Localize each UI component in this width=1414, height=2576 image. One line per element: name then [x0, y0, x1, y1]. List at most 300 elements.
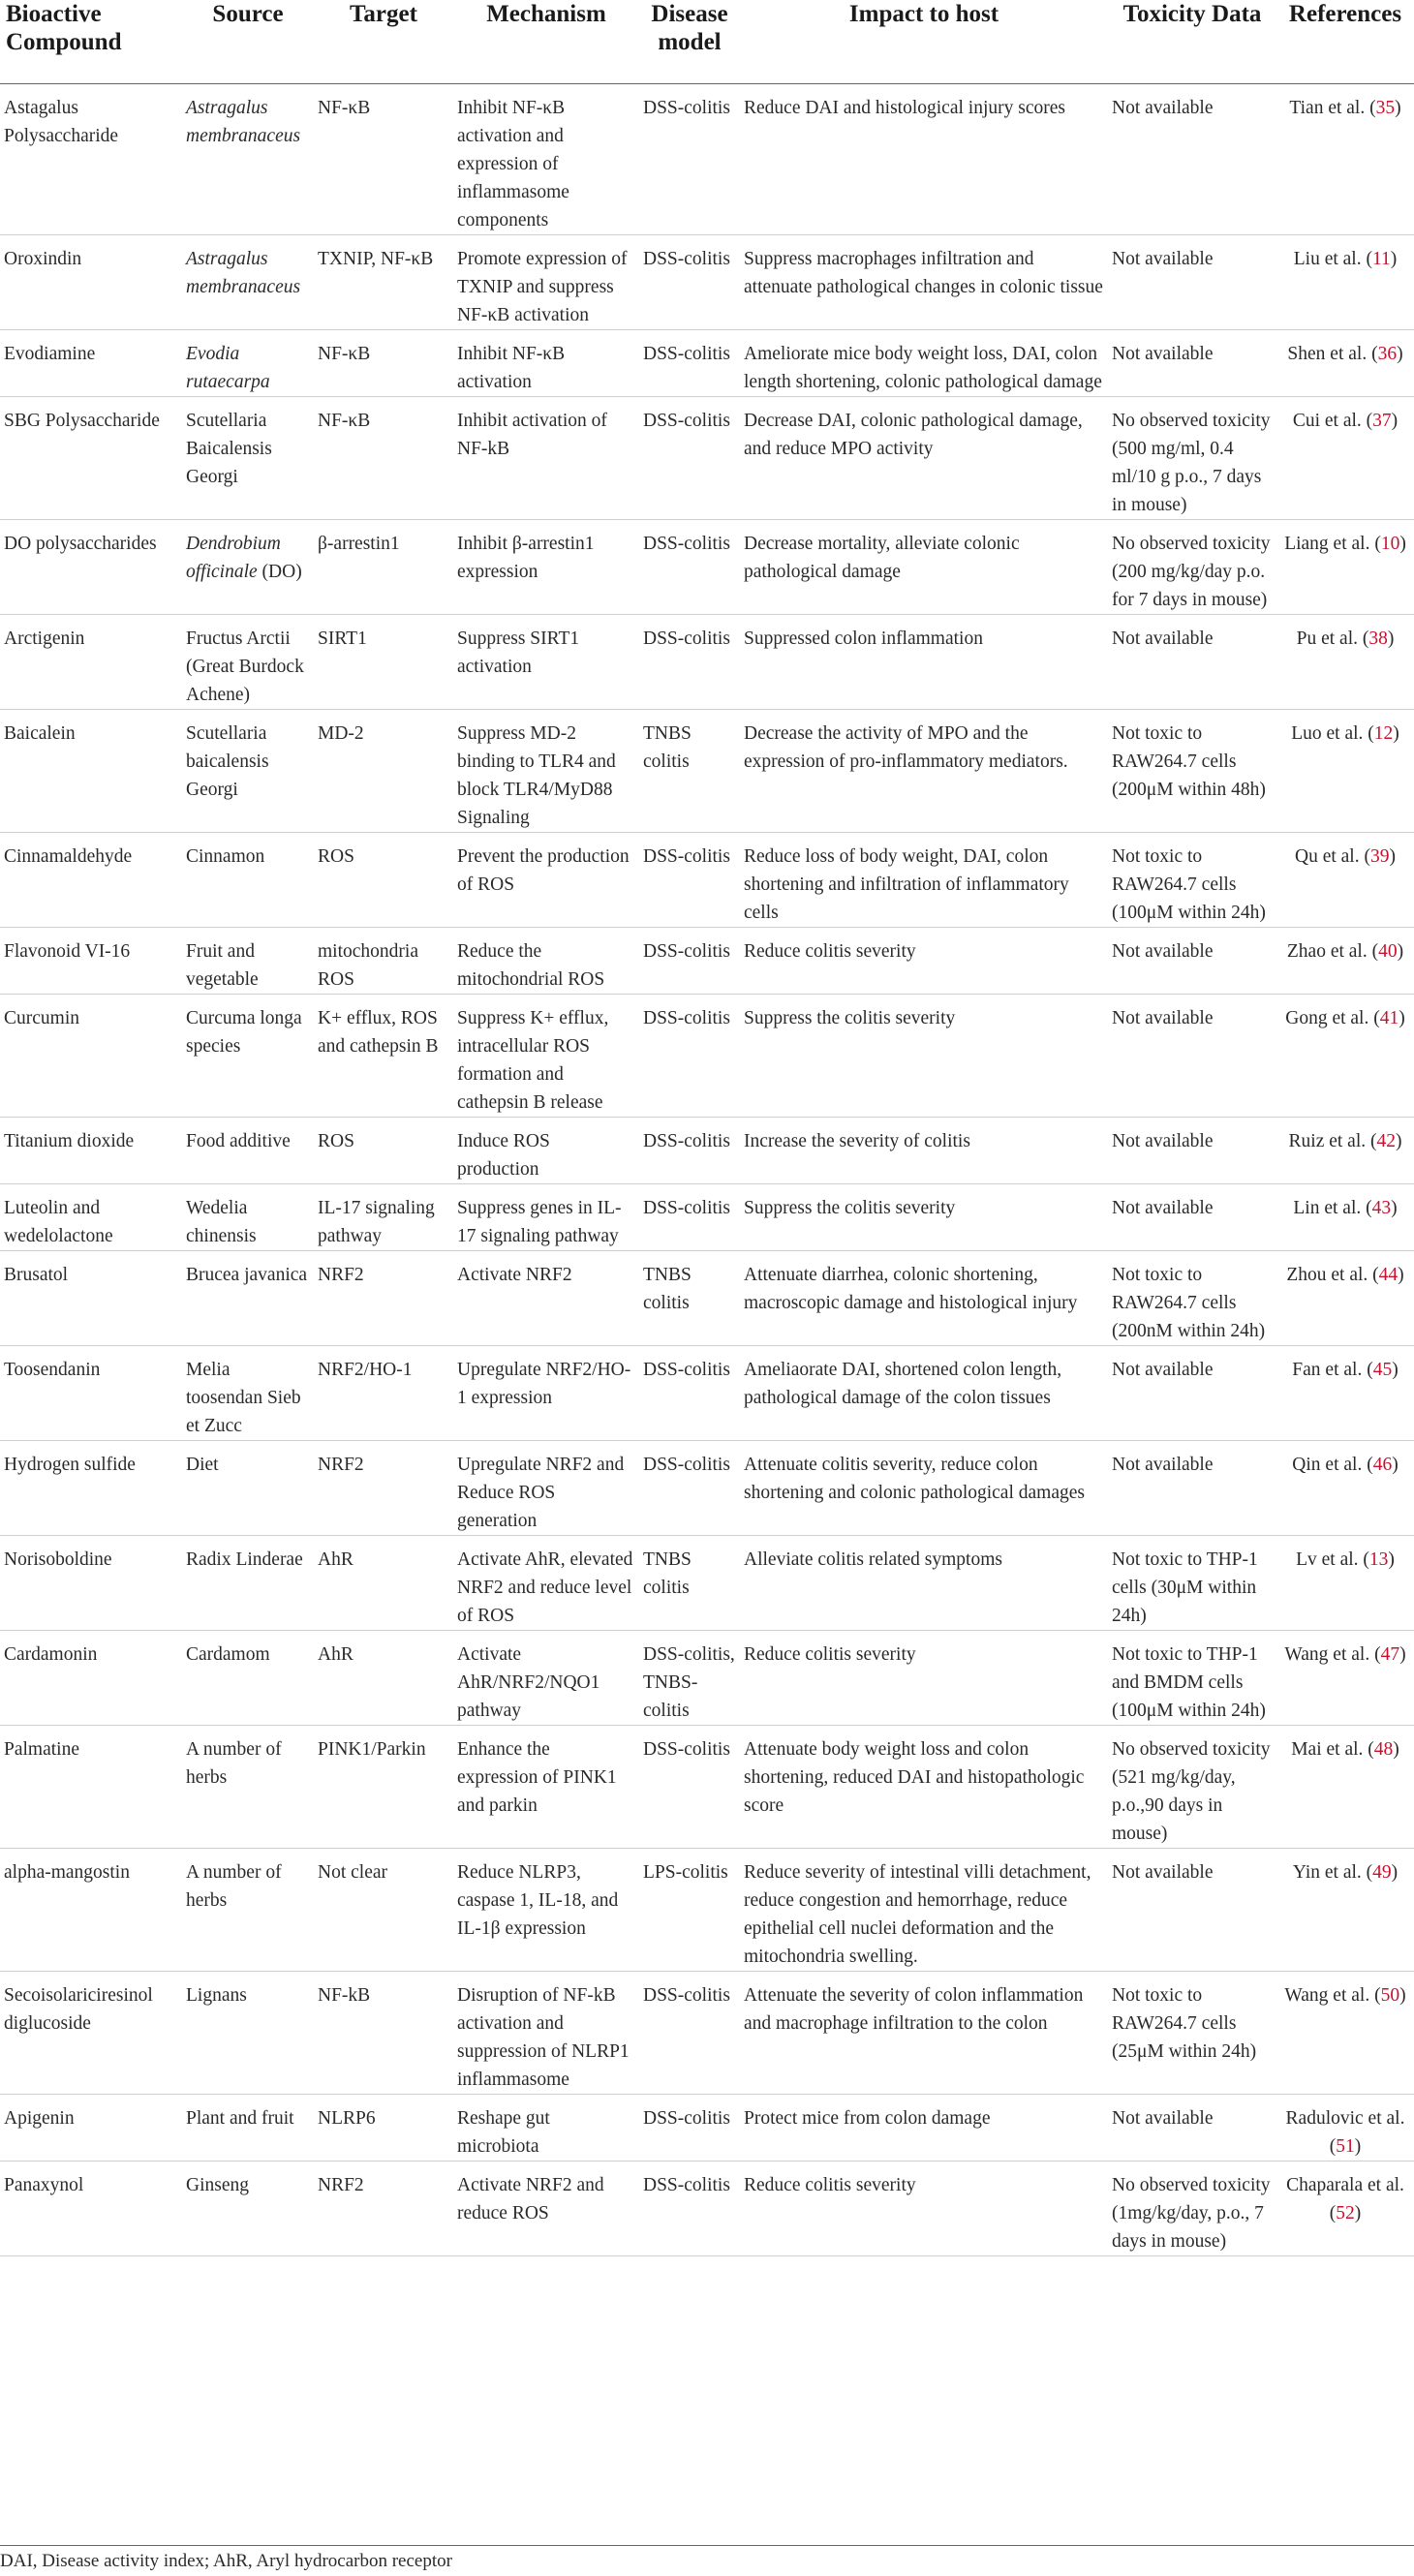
cell-toxicity-text: Not toxic to THP-1 cells (30μM within 24h)	[1112, 1549, 1258, 1626]
cell-impact-text: Decrease DAI, colonic pathological damage, and reduce MPO activity	[744, 411, 1083, 459]
cell-toxicity-text: No observed toxicity (500 mg/ml, 0.4 ml/10 g p.o., 7 days in mouse)	[1112, 411, 1271, 515]
cell-source	[182, 833, 314, 928]
reference-author: Luo et al. (	[1291, 723, 1374, 744]
cell-compound	[0, 84, 182, 235]
cell-source	[182, 1118, 314, 1184]
reference-author: Yin et al. (	[1292, 1862, 1373, 1883]
cell-disease-model	[639, 2095, 740, 2162]
cell-mechanism-text: Promote expression of TXNIP and suppress NF-κB activation	[457, 249, 628, 325]
cell-disease-model	[639, 235, 740, 330]
cell-toxicity-text: Not toxic to RAW264.7 cells (200nM within 24h)	[1112, 1265, 1266, 1341]
cell-target	[314, 84, 453, 235]
reference-close-paren: )	[1399, 1008, 1405, 1028]
reference-close-paren: )	[1390, 249, 1398, 269]
cell-impact	[740, 84, 1108, 235]
cell-impact	[740, 330, 1108, 397]
cell-disease-model-text: DSS-colitis	[643, 411, 730, 431]
cell-toxicity	[1108, 330, 1276, 397]
cell-source-text: Evodia rutaecarpa	[186, 344, 270, 392]
cell-disease-model	[639, 520, 740, 615]
cell-impact	[740, 1849, 1108, 1972]
cell-mechanism	[453, 1441, 639, 1536]
cell-compound	[0, 2162, 182, 2256]
cell-impact	[740, 1184, 1108, 1251]
table-row	[0, 1631, 1414, 1726]
table-row	[0, 1346, 1414, 1441]
reference-author: Zhao et al. (	[1286, 941, 1379, 962]
cell-disease-model	[639, 1251, 740, 1346]
cell-compound	[0, 1631, 182, 1726]
cell-compound-text: Curcumin	[4, 1008, 79, 1028]
cell-source-text: Cinnamon	[186, 846, 265, 867]
cell-disease-model	[639, 1631, 740, 1726]
cell-compound-text: Oroxindin	[4, 249, 82, 269]
reference-author: Pu et al. (	[1296, 629, 1369, 649]
cell-impact-text: Protect mice from colon damage	[744, 2108, 991, 2129]
cell-impact-text: Reduce severity of intestinal villi detachment, reduce congestion and hemorrhage, reduce epithelial cell nuclei deformation and the mitochondria swelling.	[744, 1862, 1091, 1967]
cell-impact	[740, 833, 1108, 928]
cell-reference	[1276, 1726, 1414, 1849]
cell-source-text: Fructus Arctii (Great Burdock Achene)	[186, 629, 304, 705]
cell-target-text: K+ efflux, ROS and cathepsin B	[318, 1008, 439, 1057]
cell-reference	[1276, 520, 1414, 615]
cell-source	[182, 710, 314, 833]
cell-target-text: NRF2/HO-1	[318, 1360, 413, 1380]
cell-compound	[0, 1346, 182, 1441]
cell-toxicity-text: Not available	[1112, 1360, 1214, 1380]
cell-disease-model-text: DSS-colitis	[643, 1008, 730, 1028]
cell-toxicity-text: Not available	[1112, 1862, 1214, 1883]
reference-number-link[interactable]: 51	[1336, 2136, 1355, 2157]
reference-close-paren: )	[1392, 1455, 1399, 1475]
reference-close-paren: )	[1393, 723, 1399, 744]
cell-mechanism-text: Activate NRF2 and reduce ROS	[457, 2175, 604, 2223]
cell-reference	[1276, 1972, 1414, 2095]
cell-target-text: ROS	[318, 1131, 354, 1151]
reference-author: Lv et al. (	[1296, 1549, 1369, 1570]
table-row	[0, 1118, 1414, 1184]
cell-target-text: Not clear	[318, 1862, 388, 1883]
cell-reference	[1276, 330, 1414, 397]
table-row	[0, 2095, 1414, 2162]
cell-target-text: MD-2	[318, 723, 364, 744]
cell-target	[314, 1251, 453, 1346]
cell-toxicity-text: No observed toxicity (1mg/kg/day, p.o., 7 days in mouse)	[1112, 2175, 1271, 2252]
cell-source	[182, 1849, 314, 1972]
cell-impact	[740, 2162, 1108, 2256]
cell-mechanism-text: Suppress MD-2 binding to TLR4 and block TLR4/MyD88 Signaling	[457, 723, 616, 828]
cell-compound	[0, 235, 182, 330]
cell-disease-model-text: DSS-colitis	[643, 2108, 730, 2129]
cell-compound-text: Baicalein	[4, 723, 76, 744]
cell-mechanism-text: Inhibit NF-κB activation and expression of inflammasome components	[457, 98, 569, 230]
cell-mechanism-text: Upregulate NRF2/HO-1 expression	[457, 1360, 631, 1408]
reference-number-link[interactable]: 47	[1380, 1644, 1400, 1665]
cell-disease-model-text: DSS-colitis	[643, 941, 730, 962]
cell-mechanism	[453, 1536, 639, 1631]
table-row	[0, 1726, 1414, 1849]
cell-impact-text: Suppress macrophages infiltration and attenuate pathological changes in colonic tissue	[744, 249, 1103, 297]
cell-mechanism	[453, 2162, 639, 2256]
cell-source-text: Plant and fruit	[186, 2108, 294, 2129]
cell-target	[314, 928, 453, 995]
cell-mechanism-text: Activate AhR/NRF2/NQO1 pathway	[457, 1644, 600, 1721]
cell-target-text: NRF2	[318, 1455, 364, 1475]
cell-mechanism-text: Disruption of NF-kB activation and suppression of NLRP1 inflammasome	[457, 1985, 630, 2090]
cell-compound	[0, 1849, 182, 1972]
reference-number-link[interactable]: 39	[1369, 846, 1390, 867]
reference-number-link[interactable]: 35	[1375, 98, 1396, 118]
cell-toxicity-text: Not toxic to RAW264.7 cells (100μM within 24h)	[1112, 846, 1266, 923]
reference-author: Liang et al. (	[1284, 534, 1381, 554]
cell-disease-model	[639, 84, 740, 235]
cell-target-text: TXNIP, NF-κB	[318, 249, 434, 269]
reference-close-paren: )	[1391, 1862, 1399, 1883]
cell-source-text: Food additive	[186, 1131, 291, 1151]
reference-number-link[interactable]: 42	[1376, 1131, 1396, 1151]
reference-number-link[interactable]: 11	[1371, 249, 1391, 269]
cell-reference	[1276, 397, 1414, 520]
cell-toxicity	[1108, 2095, 1276, 2162]
reference-author: Ruiz et al. (	[1288, 1131, 1377, 1151]
cell-target	[314, 833, 453, 928]
reference-number-link[interactable]: 49	[1372, 1862, 1392, 1883]
cell-target	[314, 2162, 453, 2256]
cell-mechanism	[453, 1631, 639, 1726]
cell-mechanism-text: Reduce NLRP3, caspase 1, IL-18, and IL-1β expression	[457, 1862, 619, 1939]
cell-source	[182, 1346, 314, 1441]
cell-source	[182, 84, 314, 235]
cell-reference	[1276, 833, 1414, 928]
cell-toxicity-text: Not toxic to RAW264.7 cells (200μM within 48h)	[1112, 723, 1266, 800]
reference-number-link[interactable]: 40	[1378, 941, 1398, 962]
cell-source	[182, 2162, 314, 2256]
cell-source-text: Ginseng	[186, 2175, 249, 2195]
cell-disease-model-text: TNBS colitis	[643, 723, 692, 772]
table-row	[0, 615, 1414, 710]
cell-source	[182, 1441, 314, 1536]
cell-mechanism-text: Upregulate NRF2 and Reduce ROS generation	[457, 1455, 625, 1531]
cell-compound	[0, 833, 182, 928]
header-impact: Impact to host	[740, 0, 1108, 84]
cell-disease-model	[639, 1726, 740, 1849]
reference-close-paren: )	[1399, 1644, 1406, 1665]
cell-compound-text: Secoisolariciresinol diglucoside	[4, 1985, 153, 2034]
cell-disease-model	[639, 1346, 740, 1441]
cell-impact-text: Suppressed colon inflammation	[744, 629, 983, 649]
cell-reference	[1276, 84, 1414, 235]
cell-toxicity	[1108, 84, 1276, 235]
cell-toxicity	[1108, 1849, 1276, 1972]
cell-mechanism-text: Suppress K+ efflux, intracellular ROS formation and cathepsin B release	[457, 1008, 609, 1113]
reference-close-paren: )	[1398, 1265, 1404, 1285]
cell-compound-text: alpha-mangostin	[4, 1862, 130, 1883]
cell-target	[314, 1726, 453, 1849]
table-row	[0, 995, 1414, 1118]
cell-reference	[1276, 2095, 1414, 2162]
cell-mechanism	[453, 928, 639, 995]
reference-author: Cui et al. (	[1292, 411, 1373, 431]
cell-source-text: Astragalus membranaceus	[186, 249, 301, 297]
cell-source-suffix: (DO)	[257, 562, 302, 582]
cell-disease-model-text: DSS-colitis	[643, 249, 730, 269]
cell-mechanism	[453, 330, 639, 397]
cell-mechanism	[453, 397, 639, 520]
table-row	[0, 1849, 1414, 1972]
cell-disease-model	[639, 330, 740, 397]
cell-source-text: Fruit and vegetable	[186, 941, 259, 990]
cell-impact	[740, 710, 1108, 833]
cell-impact	[740, 1536, 1108, 1631]
cell-toxicity	[1108, 928, 1276, 995]
cell-disease-model-text: LPS-colitis	[643, 1862, 728, 1883]
cell-impact	[740, 995, 1108, 1118]
cell-toxicity	[1108, 235, 1276, 330]
header-disease-model: Disease model	[639, 0, 740, 84]
cell-target-text: AhR	[318, 1644, 354, 1665]
cell-compound-text: Arctigenin	[4, 629, 85, 649]
cell-disease-model	[639, 1118, 740, 1184]
reference-author: Qu et al. (	[1295, 846, 1370, 867]
cell-compound-text: Astagalus Polysaccharide	[4, 98, 119, 146]
cell-mechanism-text: Reduce the mitochondrial ROS	[457, 941, 605, 990]
reference-number-link[interactable]: 12	[1373, 723, 1394, 744]
table-row	[0, 833, 1414, 928]
cell-source	[182, 2095, 314, 2162]
cell-source-text: Melia toosendan Sieb et Zucc	[186, 1360, 301, 1436]
cell-mechanism	[453, 995, 639, 1118]
reference-close-paren: )	[1397, 941, 1404, 962]
reference-author: Mai et al. (	[1291, 1739, 1374, 1760]
header-target: Target	[314, 0, 453, 84]
cell-disease-model-text: DSS-colitis	[643, 1360, 730, 1380]
table-row	[0, 2162, 1414, 2256]
cell-impact-text: Increase the severity of colitis	[744, 1131, 970, 1151]
cell-reference	[1276, 1251, 1414, 1346]
cell-source	[182, 928, 314, 995]
cell-disease-model	[639, 710, 740, 833]
cell-impact-text: Decrease the activity of MPO and the expression of pro-inflammatory mediators.	[744, 723, 1068, 772]
cell-disease-model-text: TNBS colitis	[643, 1265, 692, 1313]
cell-compound-text: Cinnamaldehyde	[4, 846, 133, 867]
table-row	[0, 1251, 1414, 1346]
cell-target-text: NRF2	[318, 2175, 364, 2195]
cell-toxicity	[1108, 1972, 1276, 2095]
cell-compound	[0, 1118, 182, 1184]
cell-source	[182, 615, 314, 710]
cell-disease-model-text: DSS-colitis	[643, 2175, 730, 2195]
cell-impact-text: Reduce colitis severity	[744, 2175, 916, 2195]
cell-target-text: β-arrestin1	[318, 534, 400, 554]
cell-compound	[0, 1441, 182, 1536]
cell-impact-text: Decrease mortality, alleviate colonic pathological damage	[744, 534, 1020, 582]
cell-compound	[0, 1251, 182, 1346]
reference-number-link[interactable]: 41	[1379, 1008, 1399, 1028]
cell-impact	[740, 928, 1108, 995]
reference-close-paren: )	[1399, 1985, 1406, 2006]
cell-mechanism-text: Activate NRF2	[457, 1265, 572, 1285]
cell-compound-text: Norisoboldine	[4, 1549, 112, 1570]
cell-mechanism-text: Inhibit activation of NF-kB	[457, 411, 607, 459]
cell-disease-model-text: DSS-colitis	[643, 98, 730, 118]
cell-toxicity	[1108, 397, 1276, 520]
cell-target	[314, 1849, 453, 1972]
cell-mechanism-text: Reshape gut microbiota	[457, 2108, 550, 2157]
cell-target	[314, 710, 453, 833]
cell-source-text: Curcuma longa species	[186, 1008, 302, 1057]
header-source: Source	[182, 0, 314, 84]
cell-source-text: Wedelia chinensis	[186, 1198, 257, 1246]
cell-target-text: mitochondria ROS	[318, 941, 418, 990]
reference-number-link[interactable]: 46	[1372, 1455, 1393, 1475]
cell-impact-text: Reduce colitis severity	[744, 941, 916, 962]
cell-target	[314, 1972, 453, 2095]
reference-number-link[interactable]: 50	[1380, 1985, 1400, 2006]
cell-mechanism-text: Inhibit NF-κB activation	[457, 344, 566, 392]
cell-impact-text: Attenuate body weight loss and colon shortening, reduced DAI and histopathologic score	[744, 1739, 1085, 1816]
cell-compound	[0, 1972, 182, 2095]
cell-compound-text: Evodiamine	[4, 344, 96, 364]
cell-target	[314, 330, 453, 397]
cell-compound	[0, 397, 182, 520]
cell-compound-text: DO polysaccharides	[4, 534, 157, 554]
cell-reference	[1276, 1184, 1414, 1251]
cell-source-text: Scutellaria baicalensis Georgi	[186, 723, 269, 800]
reference-number-link[interactable]: 43	[1371, 1198, 1392, 1218]
cell-compound-text: Brusatol	[4, 1265, 69, 1285]
cell-target	[314, 1631, 453, 1726]
reference-author: Fan et al. (	[1292, 1360, 1373, 1380]
cell-toxicity	[1108, 710, 1276, 833]
cell-source-text: Lignans	[186, 1985, 247, 2006]
cell-mechanism	[453, 84, 639, 235]
reference-close-paren: )	[1354, 2203, 1362, 2223]
cell-toxicity-text: Not toxic to RAW264.7 cells (25μM within 24h)	[1112, 1985, 1257, 2062]
cell-impact	[740, 1726, 1108, 1849]
cell-compound-text: Panaxynol	[4, 2175, 84, 2195]
cell-disease-model-text: DSS-colitis	[643, 629, 730, 649]
cell-mechanism-text: Induce ROS production	[457, 1131, 550, 1180]
cell-source	[182, 1251, 314, 1346]
cell-disease-model-text: DSS-colitis	[643, 534, 730, 554]
cell-disease-model	[639, 1972, 740, 2095]
cell-compound	[0, 1726, 182, 1849]
cell-toxicity-text: Not available	[1112, 249, 1214, 269]
cell-target	[314, 1536, 453, 1631]
cell-compound	[0, 995, 182, 1118]
header-references: References	[1276, 0, 1414, 84]
cell-mechanism-text: Inhibit β-arrestin1 expression	[457, 534, 595, 582]
cell-mechanism	[453, 615, 639, 710]
reference-author: Qin et al. (	[1292, 1455, 1373, 1475]
cell-target-text: PINK1/Parkin	[318, 1739, 426, 1760]
reference-number-link[interactable]: 48	[1373, 1739, 1394, 1760]
cell-target-text: NF-κB	[318, 344, 371, 364]
reference-number-link[interactable]: 38	[1368, 629, 1388, 649]
cell-toxicity	[1108, 1346, 1276, 1441]
cell-mechanism	[453, 710, 639, 833]
cell-impact-text: Suppress the colitis severity	[744, 1008, 956, 1028]
cell-source	[182, 1972, 314, 2095]
cell-impact	[740, 1346, 1108, 1441]
cell-reference	[1276, 1631, 1414, 1726]
cell-target	[314, 1184, 453, 1251]
cell-disease-model-text: TNBS colitis	[643, 1549, 692, 1598]
header-compound: Bioactive Compound	[0, 0, 182, 84]
cell-reference	[1276, 235, 1414, 330]
cell-impact	[740, 1251, 1108, 1346]
cell-toxicity-text: Not available	[1112, 629, 1214, 649]
cell-source	[182, 520, 314, 615]
cell-toxicity-text: Not available	[1112, 1008, 1214, 1028]
cell-disease-model-text: DSS-colitis	[643, 1739, 730, 1760]
cell-target	[314, 235, 453, 330]
cell-source-text: Astragalus membranaceus	[186, 98, 301, 146]
cell-toxicity-text: No observed toxicity (521 mg/kg/day, p.o.,90 days in mouse)	[1112, 1739, 1271, 1844]
table-row	[0, 397, 1414, 520]
cell-disease-model-text: DSS-colitis, TNBS-colitis	[643, 1644, 735, 1721]
reference-author: Radulovic et al. (	[1285, 2108, 1405, 2157]
cell-source-text: A number of herbs	[186, 1739, 282, 1788]
table-row	[0, 1441, 1414, 1536]
reference-number-link[interactable]: 45	[1372, 1360, 1393, 1380]
cell-toxicity-text: Not available	[1112, 2108, 1214, 2129]
reference-author: Wang et al. (	[1284, 1644, 1381, 1665]
reference-author: Gong et al. (	[1285, 1008, 1380, 1028]
reference-author: Liu et al. (	[1293, 249, 1372, 269]
reference-number-link[interactable]: 37	[1372, 411, 1392, 431]
cell-impact	[740, 1631, 1108, 1726]
cell-mechanism-text: Activate AhR, elevated NRF2 and reduce level of ROS	[457, 1549, 633, 1626]
cell-reference	[1276, 615, 1414, 710]
table-row	[0, 928, 1414, 995]
table-row	[0, 1536, 1414, 1631]
cell-toxicity-text: Not available	[1112, 98, 1214, 118]
cell-source	[182, 1631, 314, 1726]
cell-source-text: Scutellaria Baicalensis Georgi	[186, 411, 272, 487]
reference-close-paren: )	[1395, 98, 1401, 118]
header-row	[0, 0, 1414, 84]
cell-compound-text: Cardamonin	[4, 1644, 98, 1665]
reference-number-link[interactable]: 10	[1380, 534, 1400, 554]
cell-impact	[740, 2095, 1108, 2162]
cell-toxicity	[1108, 615, 1276, 710]
reference-number-link[interactable]: 52	[1336, 2203, 1355, 2223]
reference-close-paren: )	[1393, 1739, 1399, 1760]
cell-source-text: Radix Linderae	[186, 1549, 303, 1570]
cell-reference	[1276, 995, 1414, 1118]
reference-number-link[interactable]: 44	[1378, 1265, 1399, 1285]
reference-author: Shen et al. (	[1287, 344, 1378, 364]
cell-compound	[0, 1536, 182, 1631]
header-toxicity: Toxicity Data	[1108, 0, 1276, 84]
cell-toxicity-text: Not toxic to THP-1 and BMDM cells (100μM within 24h)	[1112, 1644, 1266, 1721]
cell-mechanism	[453, 235, 639, 330]
cell-mechanism	[453, 1972, 639, 2095]
cell-target-text: NF-κB	[318, 411, 371, 431]
cell-impact-text: Suppress the colitis severity	[744, 1198, 956, 1218]
table-row	[0, 710, 1414, 833]
reference-number-link[interactable]: 13	[1368, 1549, 1389, 1570]
reference-close-paren: )	[1354, 2136, 1362, 2157]
cell-toxicity-text: Not available	[1112, 1198, 1214, 1218]
cell-mechanism	[453, 1184, 639, 1251]
table-body	[0, 84, 1414, 2256]
reference-number-link[interactable]: 36	[1377, 344, 1398, 364]
cell-source	[182, 330, 314, 397]
cell-compound-text: Flavonoid VI-16	[4, 941, 131, 962]
cell-compound-text: SBG Polysaccharide	[4, 411, 160, 431]
